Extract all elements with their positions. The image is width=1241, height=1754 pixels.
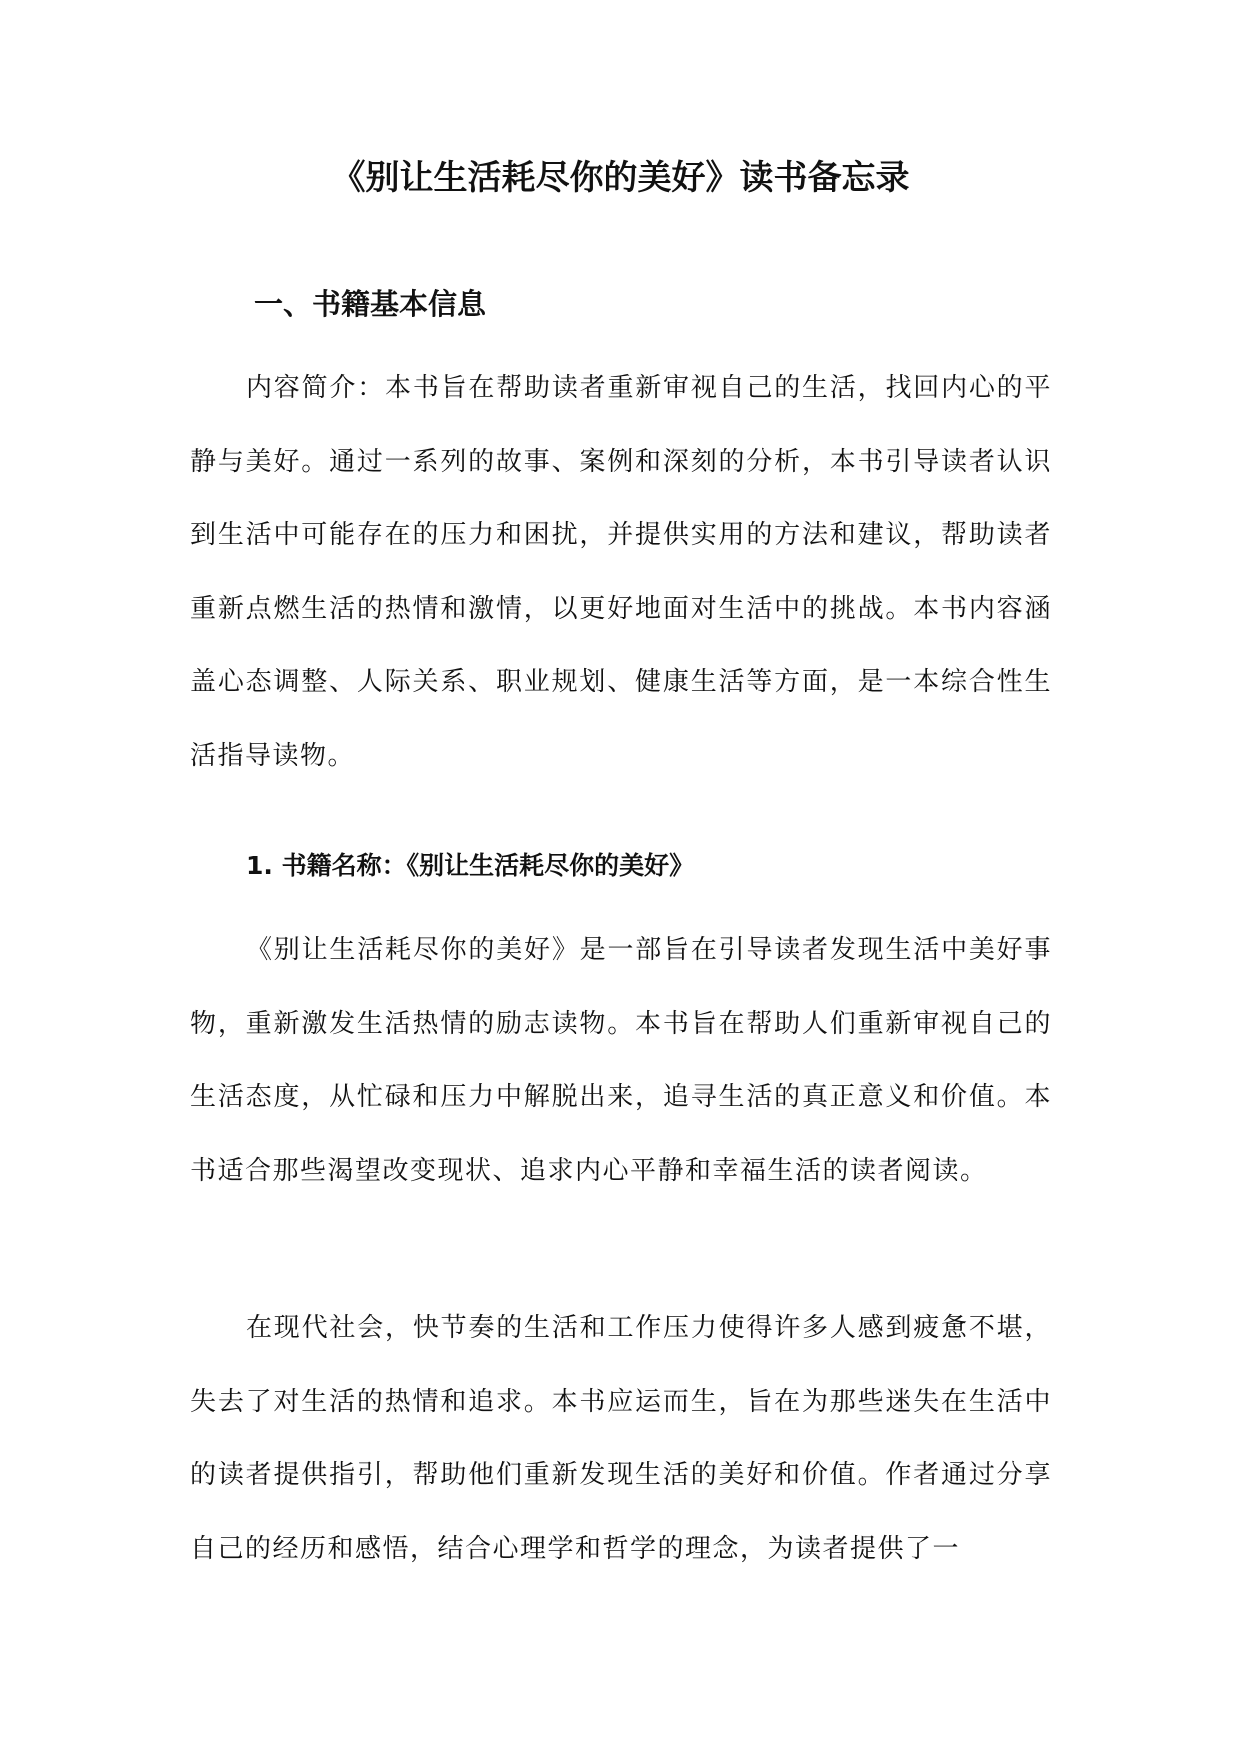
body-paragraph-2: 在现代社会，快节奏的生活和工作压力使得许多人感到疲惫不堪，失去了对生活的热情和追求。本书应运而生，旨在为那些迷失在生活中的读者提供指引，帮助他们重新发现生活的美好和价值。作者通过分享自己的经历和感悟，结合心理学和哲学的理念，为读者提供了一: [190, 1313, 1052, 1564]
intro-paragraph: 内容简介：本书旨在帮助读者重新审视自己的生活，找回内心的平静与美好。通过一系列的故事、案例和深刻的分析，本书引导读者认识到生活中可能存在的压力和困扰，并提供实用的方法和建议，帮助读者重新点燃生活的热情和激情，以更好地面对生活中的挑战。本书内容涵盖心态调整、人际关系、职业规划、健康生活等方面，是一本综合性生活指导读物。: [190, 373, 1052, 771]
subsection-heading-book-name: 1. 书籍名称：《别让生活耗尽你的美好》: [246, 851, 695, 880]
document-title: 《别让生活耗尽你的美好》读书备忘录: [331, 158, 910, 198]
body-paragraph-1: 《别让生活耗尽你的美好》是一部旨在引导读者发现生活中美好事物，重新激发生活热情的励志读物。本书旨在帮助人们重新审视自己的生活态度，从忙碌和压力中解脱出来，追寻生活的真正意义和价值。本书适合那些渴望改变现状、追求内心平静和幸福生活的读者阅读。: [190, 935, 1052, 1186]
section-heading-book-info: 一、书籍基本信息: [254, 287, 487, 321]
